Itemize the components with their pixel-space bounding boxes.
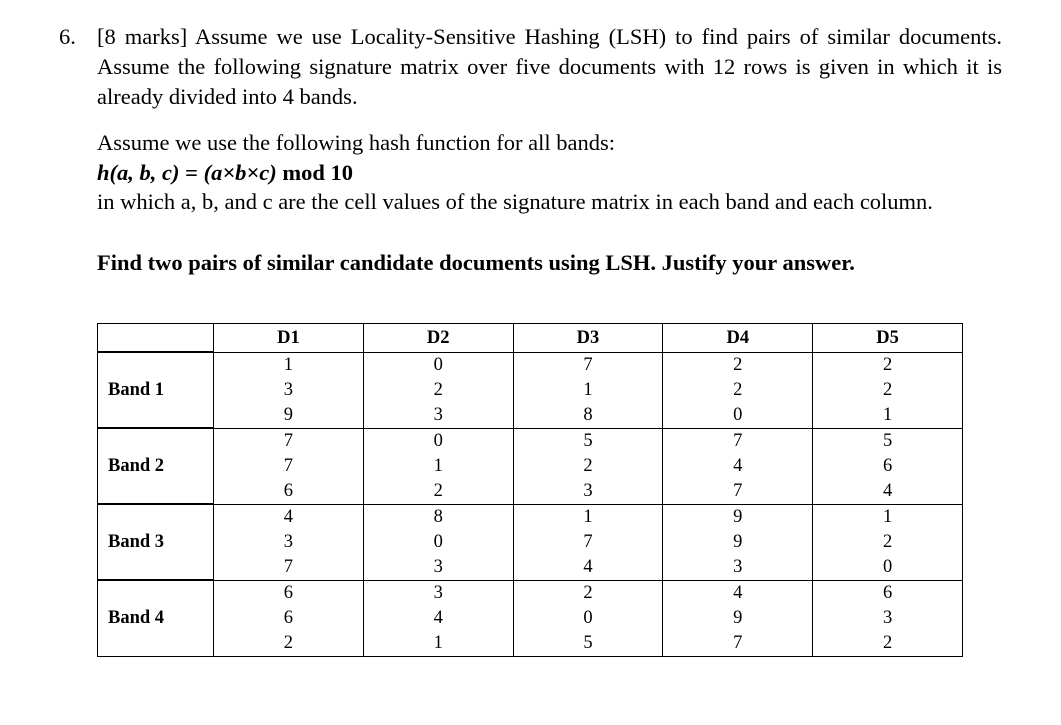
table-cell: 5 [813,428,963,454]
table-cell: 3 [363,580,513,606]
task-statement: Find two pairs of similar candidate documents using LSH. Justify your answer. [97,250,855,275]
table-cell: 2 [663,352,813,378]
table-cell: 4 [513,555,663,581]
table-cell: 3 [363,403,513,429]
table-cell: 9 [214,403,364,429]
table-row [98,530,963,555]
question-number: 6. [59,24,76,49]
table-cell: 1 [363,454,513,479]
table-cell: 0 [513,606,663,631]
table-cell: 3 [214,530,364,555]
table-cell: 4 [363,606,513,631]
table-cell: 2 [214,631,364,657]
table-cell: 7 [663,631,813,657]
table-row [98,428,963,454]
table-cell: 6 [214,479,364,505]
table-cell: 2 [513,454,663,479]
table-cell: 4 [214,504,364,530]
hash-explanation: in which a, b, and c are the cell values of the signature matrix in each band and each column. [97,189,933,214]
table-row [98,555,963,581]
table-cell: 1 [813,504,963,530]
table-cell: 2 [363,479,513,505]
table-cell: 6 [813,580,963,606]
table-cell: 2 [363,378,513,403]
table-cell: 3 [513,479,663,505]
hash-lhs: h(a, b, c) [97,160,180,185]
table-row [98,504,963,530]
table-cell: 8 [513,403,663,429]
header-cell: D1 [214,324,364,353]
table-cell: 0 [663,403,813,429]
table-cell: 2 [663,378,813,403]
table-cell: 6 [813,454,963,479]
table-header-row [98,324,963,353]
table-row [98,479,963,505]
table-cell: 7 [214,555,364,581]
header-cell [98,324,214,353]
hash-eq: = [179,160,204,185]
table-cell: 1 [513,378,663,403]
table-cell: 2 [813,378,963,403]
band-label: Band 1 [98,352,214,428]
header-cell: D4 [663,324,813,353]
table-cell: 5 [513,631,663,657]
table-cell: 9 [663,504,813,530]
hash-rhs: (a×b×c) [203,160,277,185]
band-label: Band 4 [98,580,214,656]
table-cell: 0 [363,352,513,378]
header-cell: D3 [513,324,663,353]
table-cell: 0 [813,555,963,581]
hash-intro: Assume we use the following hash function for all bands: [97,130,616,155]
table-cell: 2 [813,352,963,378]
table-cell: 4 [663,580,813,606]
table-cell: 4 [663,454,813,479]
table-cell: 0 [363,530,513,555]
table-cell: 5 [513,428,663,454]
table-cell: 9 [663,606,813,631]
table-cell: 7 [214,454,364,479]
table-cell: 7 [513,352,663,378]
signature-matrix-table [97,323,963,657]
table-cell: 1 [813,403,963,429]
table-cell: 2 [513,580,663,606]
table-cell: 0 [363,428,513,454]
hash-function [97,158,353,188]
table-cell: 1 [513,504,663,530]
table-cell: 3 [663,555,813,581]
table-cell: 4 [813,479,963,505]
band-label: Band 2 [98,428,214,504]
table-cell: 6 [214,606,364,631]
header-cell: D5 [813,324,963,353]
table-cell: 3 [214,378,364,403]
table-cell: 1 [214,352,364,378]
table-row [98,403,963,429]
question-text: [8 marks] Assume we use Locality-Sensitive Hashing (LSH) to find pairs of similar documents. Assume the following signature matrix over five documents with 12 rows is given in which it is already divided into 4 bands. [97,24,1002,109]
header-cell: D2 [363,324,513,353]
table-cell: 3 [363,555,513,581]
table-cell: 7 [663,479,813,505]
table-cell: 7 [214,428,364,454]
table-cell: 8 [363,504,513,530]
hash-mod: mod 10 [276,160,353,185]
table-row [98,606,963,631]
table-cell: 2 [813,530,963,555]
band-label: Band 3 [98,504,214,580]
table-row [98,580,963,606]
table-cell: 7 [513,530,663,555]
table-row [98,378,963,403]
table-cell: 3 [813,606,963,631]
table-cell: 9 [663,530,813,555]
table-row [98,352,963,378]
table-cell: 2 [813,631,963,657]
table-cell: 7 [663,428,813,454]
table-row [98,454,963,479]
table-row [98,631,963,657]
table-cell: 6 [214,580,364,606]
table-cell: 1 [363,631,513,657]
